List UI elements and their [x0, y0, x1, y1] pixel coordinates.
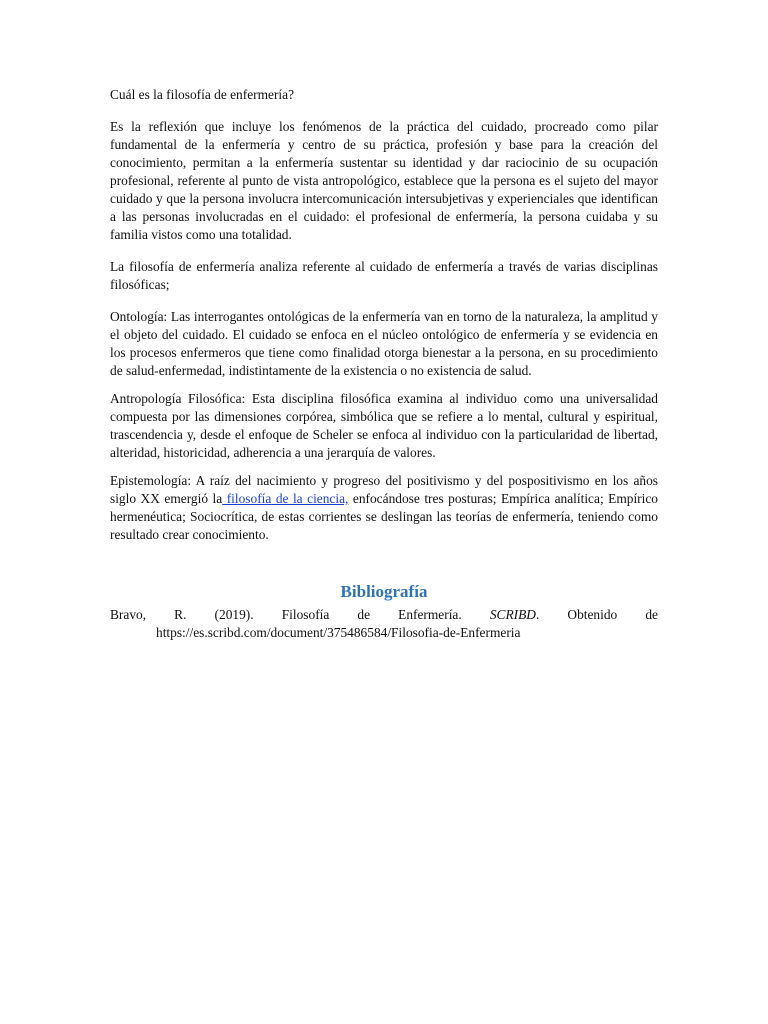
question-heading: Cuál es la filosofía de enfermería? — [110, 87, 295, 102]
analysis-paragraph: La filosofía de enfermería analiza referente al cuidado de enfermería a través de varias disciplinas filosóficas; — [110, 259, 658, 292]
bibliography-entry — [110, 606, 658, 642]
epistemologia-text-before: Epistemología: A raíz del nacimiento y progreso del positivismo y del pospositivismo en los años siglo XX emergió la — [110, 473, 658, 506]
ontologia-paragraph: Ontología: Las interrogantes ontológicas de la enfermería van en torno de la naturaleza, la amplitud y el objeto del cuidado. El cuidado se enfoca en el núcleo ontológico de enfermería y se evidencia en los procesos enfermeros que tiene como finalidad otorga bienestar a la persona, en su procedimiento de salud-enfermedad, indistintamente de la existencia o no existencia de salud. — [110, 309, 658, 378]
epistemologia-paragraph — [110, 472, 658, 544]
bib-entry-before: Bravo, R. (2019). Filosofía de Enfermería. — [110, 607, 490, 622]
epistemologia-text-after: enfocándose tres posturas; Empírica analítica; Empírico hermenéutica; Sociocrítica, de estas corrientes se deslingan las teorías de enfermería, teniendo como resultado crear conocimiento. — [110, 491, 658, 542]
filosofia-ciencia-link[interactable]: filosofía de la ciencia, — [222, 491, 349, 506]
intro-paragraph: Es la reflexión que incluye los fenómenos de la práctica del cuidado, procreado como pilar fundamental de la enfermería y centro de su práctica, profesión y base para la creación del conocimiento, permitan a la enfermería sustentar su identidad y dar raciocinio de su ocupación profesional, referente al punto de vista antropológico, establece que la persona es el sujeto del mayor cuidado y que la persona involucra intercomunicación intersubjetivas y experienciales que identifican a las personas involucradas en el cuidado: el profesional de enfermería, la persona cuidaba y su familia vistos como una totalidad. — [110, 119, 658, 242]
document-page — [110, 86, 658, 642]
antropologia-paragraph: Antropología Filosófica: Esta disciplina filosófica examina al individuo como una universalidad compuesta por las dimensiones corpórea, simbólica que se refiere a lo mental, cultural y espiritual, trascendencia y, desde el enfoque de Scheler se enfoca al individuo con la particularidad de libertad, alteridad, historicidad, adherencia a una jerarquía de valores. — [110, 391, 658, 460]
bib-entry-after: . Obtenido de https://es.scribd.com/document/375486584/Filosofia-de-Enfermeria — [156, 607, 658, 640]
bib-entry-source: SCRIBD — [489, 607, 536, 622]
bibliography-title: Bibliografía — [340, 582, 428, 601]
